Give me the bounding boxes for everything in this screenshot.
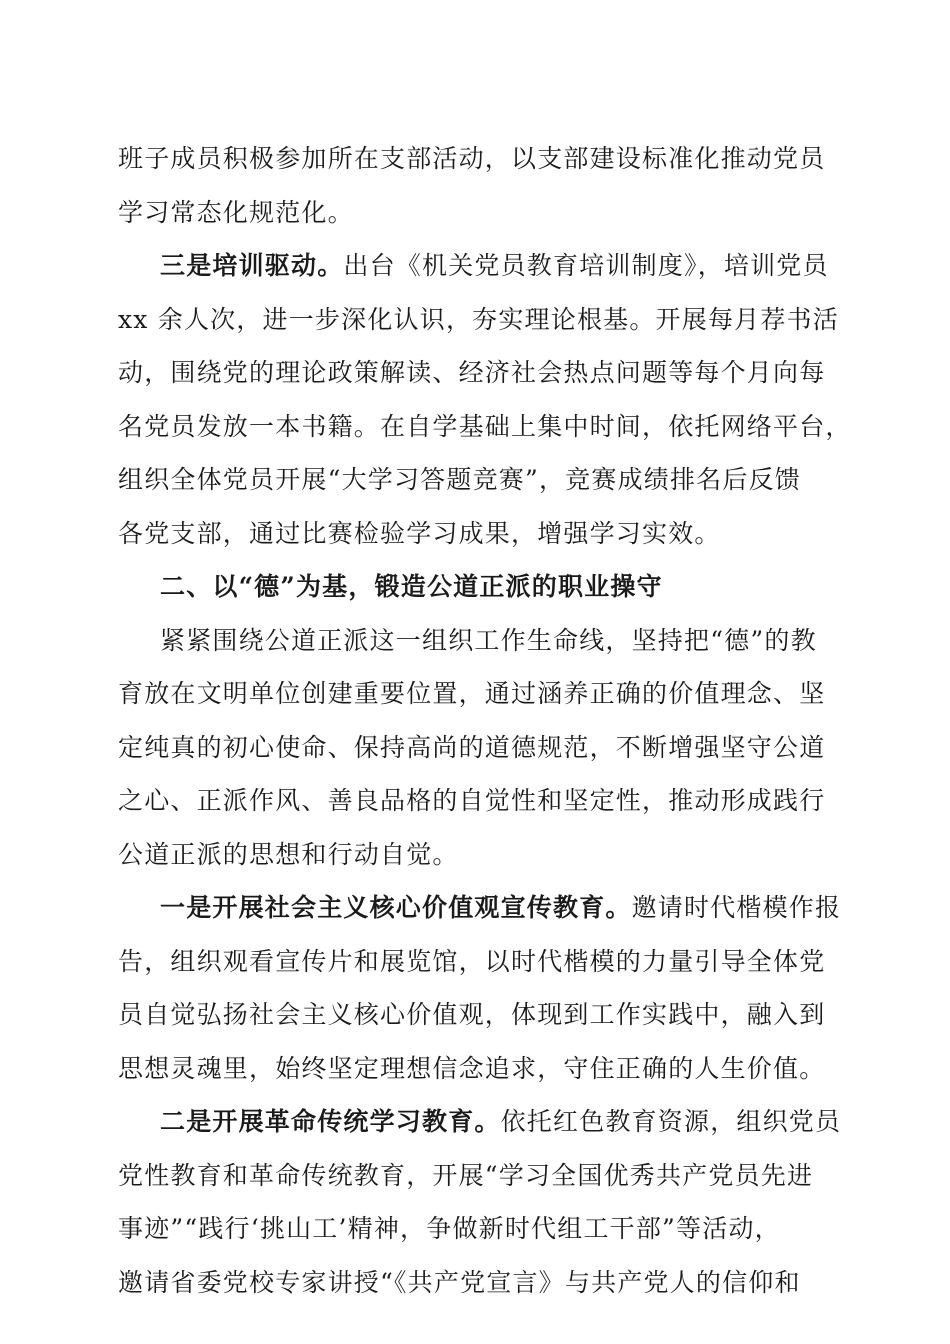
subsection-lead: 三是培训驱动。 — [160, 251, 344, 280]
paragraph-line — [118, 1095, 842, 1149]
document-body — [118, 132, 852, 1309]
paragraph-line: 组织全体党员开展“大学习答题竞赛”，竞赛成绩排名后反馈 — [118, 465, 801, 494]
paragraph-line: 各党支部，通过比赛检验学习成果，增强学习实效。 — [118, 518, 721, 548]
paragraph-line: 之心、正派作风、善良品格的自觉性和坚定性，推动形成践行 — [118, 786, 826, 815]
paragraph-line: 名党员发放一本书籍。在自学基础上集中时间，依托网络平台， — [118, 411, 852, 441]
paragraph-line: 公道正派的思想和行动自觉。 — [118, 839, 459, 869]
paragraph-text: 出台《机关党员教育培训制度》，培训党员 — [343, 251, 829, 280]
paragraph-line: 思想灵魂里，始终坚定理想信念追求，守住正确的人生价值。 — [118, 1053, 826, 1083]
paragraph-line: 邀请省委党校专家讲授“《共产党宣言》与共产党人的信仰和 — [118, 1267, 801, 1297]
paragraph-line — [118, 881, 842, 935]
paragraph-text: 依托红色教育资源，组织党员 — [500, 1107, 842, 1136]
paragraph-line: 员自觉弘扬社会主义核心价值观，体现到工作实践中，融入到 — [118, 1000, 826, 1029]
paragraph-line: 学习常态化规范化。 — [118, 197, 354, 227]
paragraph-line: 定纯真的初心使命、保持高尚的道德规范，不断增强坚守公道 — [118, 732, 826, 762]
paragraph-line: 事迹”“践行‘挑山工’精神，争做新时代组工干部”等活动， — [118, 1214, 781, 1243]
paragraph-line: 班子成员积极参加所在支部活动，以支部建设标准化推动党员 — [118, 144, 826, 173]
paragraph-line: 党性教育和革命传统教育，开展“学习全国优秀共产党员先进 — [118, 1160, 814, 1190]
paragraph-line: 紧紧围绕公道正派这一组织工作生命线，坚持把“德”的教 — [160, 625, 817, 655]
paragraph-line: 动，围绕党的理论政策解读、经济社会热点问题等每个月向每 — [118, 358, 826, 387]
paragraph-line: xx 余人次，进一步深化认识，夯实理论根基。开展每月荐书活 — [118, 304, 839, 334]
subsection-lead: 二是开展革命传统学习教育。 — [160, 1107, 501, 1136]
paragraph-line: 告，组织观看宣传片和展览馆，以时代楷模的力量引导全体党 — [118, 946, 826, 976]
paragraph-text: 邀请时代楷模作报 — [631, 893, 842, 922]
paragraph-line: 育放在文明单位创建重要位置，通过涵养正确的价值理念、坚 — [118, 679, 826, 708]
section-heading: 二、以“德”为基，锻造公道正派的职业操守 — [160, 572, 663, 601]
paragraph-line — [118, 239, 830, 293]
subsection-lead: 一是开展社会主义核心价值观宣传教育。 — [160, 893, 632, 922]
